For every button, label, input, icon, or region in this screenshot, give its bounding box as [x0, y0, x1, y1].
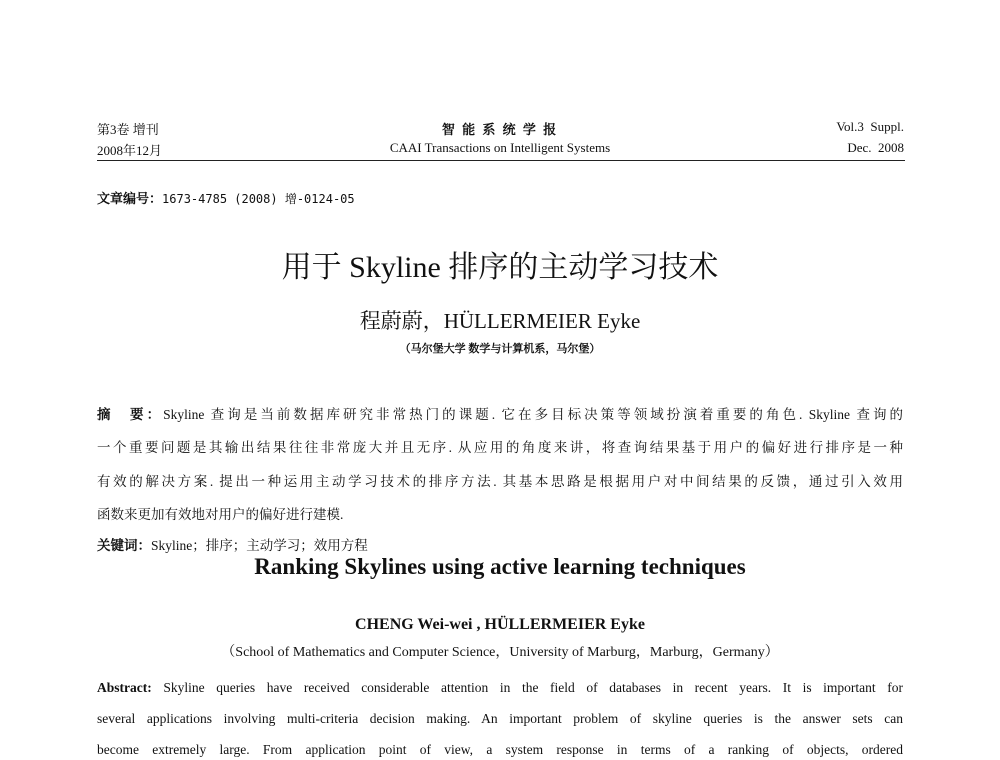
- article-number-value: 1673-4785 (2008) 增-0124-05: [162, 192, 355, 206]
- volume-issue-cn: 第3卷 增刊: [97, 122, 159, 137]
- cn-affiliation: （马尔堡大学 数学与计算机系，马尔堡）: [399, 343, 601, 355]
- cn-keywords-label: 关键词：: [97, 538, 151, 553]
- en-abstract-line: several applications involving multi-criteria decision making. An important problem of skyline queries is the answer sets can: [97, 711, 903, 726]
- cn-title: 用于 Skyline 排序的主动学习技术: [281, 251, 719, 284]
- en-abstract-label: Abstract:: [97, 680, 152, 695]
- header-rule: [97, 160, 905, 161]
- article-number-label: 文章编号：: [97, 191, 163, 206]
- date-en: Dec. 2008: [847, 140, 904, 155]
- en-authors: CHENG Wei-wei , HÜLLERMEIER Eyke: [355, 616, 645, 633]
- cn-keywords-text: Skyline；排序；主动学习；效用方程: [151, 538, 368, 553]
- cn-abstract-line: [97, 403, 903, 423]
- journal-name-cn: 智 能 系 统 学 报: [441, 122, 559, 137]
- cn-abstract-line: 函数来更加有效地对用户的偏好进行建模.: [97, 507, 344, 522]
- date-cn: 2008年12月: [97, 143, 163, 158]
- en-abstract-text: Skyline queries have received considerable attention in the field of databases in recent years. It is important for: [163, 680, 904, 695]
- en-title: Ranking Skylines using active learning techniques: [254, 554, 746, 579]
- cn-abstract-label: 摘 要：: [97, 407, 164, 422]
- cn-abstract-line: 有效的解决方案. 提出一种运用主动学习技术的排序方法. 其基本思路是根据用户对中间结果的反馈，通过引入效用: [97, 474, 903, 489]
- cn-abstract-text: Skyline 查询是当前数据库研究非常热门的课题. 它在多目标决策等领域扮演着重要的角色. Skyline 查询的: [163, 407, 904, 422]
- en-abstract-line: become extremely large. From application point of view, a system response in terms of a ranking of objects, ordered: [97, 742, 903, 757]
- cn-abstract-line: 一个重要问题是其输出结果往往非常庞大并且无序. 从应用的角度来讲，将查询结果基于用户的偏好进行排序是一种: [97, 440, 903, 455]
- cn-keywords: [97, 534, 368, 554]
- journal-name-en: CAAI Transactions on Intelligent Systems: [389, 140, 611, 155]
- cn-authors: 程蔚蔚，HÜLLERMEIER Eyke: [359, 309, 641, 333]
- en-affiliation: （School of Mathematics and Computer Science，University of Marburg，Marburg，Germany）: [221, 645, 779, 660]
- article-number: [97, 188, 355, 207]
- en-abstract-line: [97, 680, 903, 696]
- volume-issue-en: Vol.3 Suppl.: [836, 119, 904, 134]
